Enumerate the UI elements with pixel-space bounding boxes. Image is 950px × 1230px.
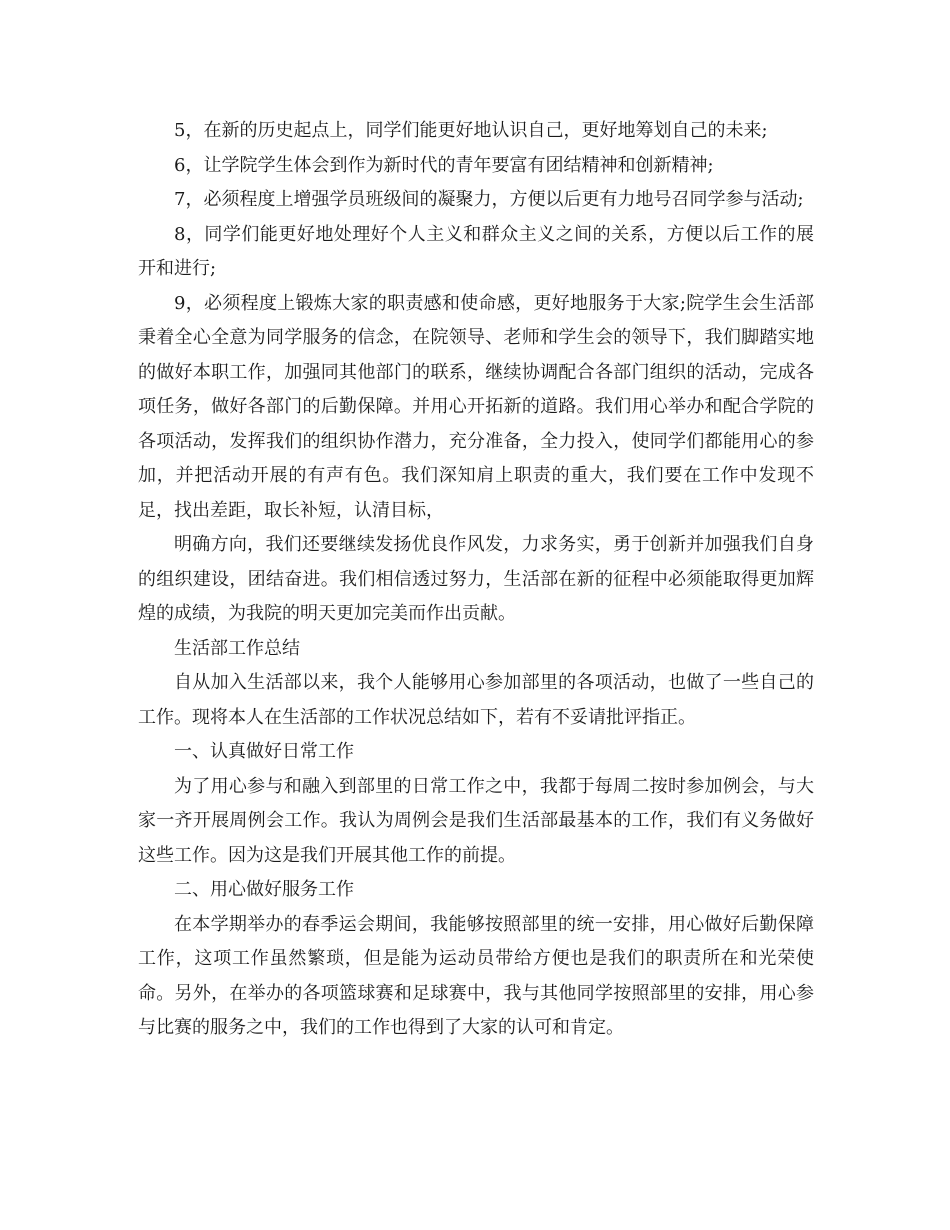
paragraph-continuation: 明确方向，我们还要继续发扬优良作风发，力求务实，勇于创新并加强我们自身的组织建设，团结奋进。我们相信透过努力，生活部在新的征程中必须能取得更加辉煌的成绩，为我院的明天更加完美而作出贡献。 (138, 534, 814, 624)
section-heading-service-work: 二、用心做好服务工作 (174, 879, 354, 900)
paragraph-item-7: 7，必须程度上增强学员班级间的凝聚力，方便以后更有力地号召同学参与活动; (174, 189, 804, 210)
daily-work-paragraph: 为了用心参与和融入到部里的日常工作之中，我都于每周二按时参加例会，与大家一齐开展周例会工作。我认为周例会是我们生活部最基本的工作，我们有义务做好这些工作。因为这是我们开展其他工作的前提。 (138, 775, 814, 866)
document-body (138, 114, 814, 1046)
paragraph-item-9: 9，必须程度上锻炼大家的职责感和使命感，更好地服务于大家;院学生会生活部秉着全心全意为同学服务的信念，在院领导、老师和学生会的领导下，我们脚踏实地的做好本职工作，加强同其他部门的联系，继续协调配合各部门组织的活动，完成各项任务，做好各部门的后勤保障。并用心开拓新的道路。我们用心举办和配合学院的各项活动，发挥我们的组织协作潜力，充分准备，全力投入，使同学们都能用心的参加，并把活动开展的有声有色。我们深知肩上职责的重大，我们要在工作中发现不足，找出差距，取长补短，认清目标， (138, 292, 814, 521)
section-title: 生活部工作总结 (174, 637, 300, 659)
paragraph-item-5: 5，在新的历史起点上，同学们能更好地认识自己，更好地筹划自己的未来; (174, 120, 768, 141)
section-heading-daily-work: 一、认真做好日常工作 (174, 741, 354, 762)
intro-paragraph: 自从加入生活部以来，我个人能够用心参加部里的各项活动，也做了一些自己的工作。现将本人在生活部的工作状况总结如下，若有不妥请批评指正。 (138, 672, 814, 728)
service-work-paragraph: 在本学期举办的春季运会期间，我能够按照部里的统一安排，用心做好后勤保障工作，这项工作虽然繁琐，但是能为运动员带给方便也是我们的职责所在和光荣使命。另外，在举办的各项篮球赛和足球赛中，我与其他同学按照部里的安排，用心参与比赛的服务之中，我们的工作也得到了大家的认可和肯定。 (138, 913, 814, 1038)
paragraph-item-8: 8，同学们能更好地处理好个人主义和群众主义之间的关系，方便以后工作的展开和进行; (138, 223, 814, 279)
paragraph-item-6: 6，让学院学生体会到作为新时代的青年要富有团结精神和创新精神; (174, 154, 714, 176)
